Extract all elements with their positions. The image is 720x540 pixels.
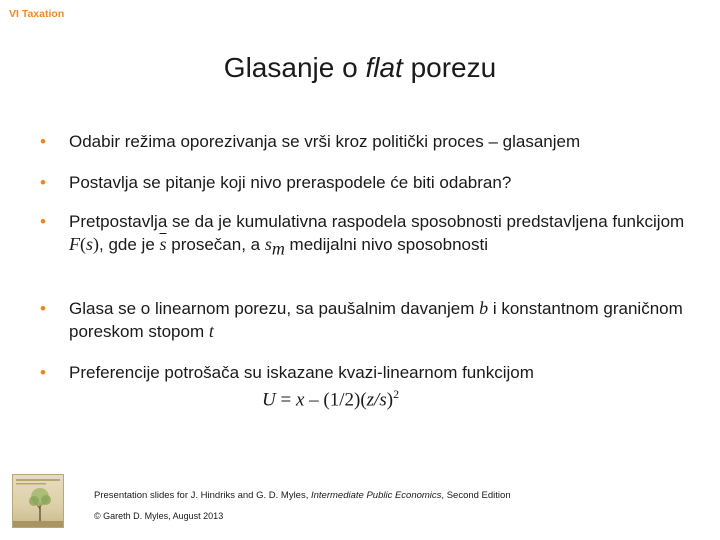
book-cover-icon [12,474,64,528]
footer-copyright: © Gareth D. Myles, August 2013 [94,511,224,521]
math-s-median: s [264,234,272,254]
slide-title [0,52,720,84]
formula-close: ) [386,389,394,411]
section-label: VI Taxation [9,8,65,20]
title-part1: Glasanje o [223,52,366,83]
bullet-text: i konstantnom graničnom poreskom stopom [69,299,683,341]
math-s: s [86,234,94,254]
footer-book-title: Intermediate Public Economics [311,490,442,501]
utility-formula [262,387,399,411]
bullet-marker: • [40,212,46,231]
bullet-text: Postavlja se pitanje koji nivo preraspodele će biti odabran? [69,173,512,192]
formula-half: – (1/2)( [304,389,367,411]
math-F: F [69,234,80,254]
bullet-text: Odabir režima oporezivanja se vrši kroz politički proces – glasanjem [69,132,581,151]
math-s-bar: $\overline{s}$ [159,234,167,254]
title-part2: porezu [402,52,497,83]
title-italic: flat [365,52,403,83]
math-paren-close: ) [93,234,100,254]
bullet-text: medijalni nivo sposobnosti [284,235,488,254]
bullet-item-3 [40,210,690,260]
formula-U: U [262,389,276,411]
bullet-marker: • [40,173,46,192]
footer-credit-post: , Second Edition [441,490,511,501]
math-s-median-sub: m [271,238,285,259]
bullet-item-2 [40,171,511,194]
formula-eq: = [275,389,296,411]
math-b: b [479,298,489,318]
bullet-item-5 [40,361,534,384]
bullet-item-4 [40,297,690,343]
bullet-text: Pretpostavlja se da je kumulativna raspodela sposobnosti predstavljena funkcijom [69,212,685,231]
bullet-item-1 [40,130,580,153]
bullet-text: , gde je [99,235,160,254]
bullet-marker: • [40,299,46,318]
formula-exp: 2 [393,387,400,401]
bullet-marker: • [40,363,46,382]
tree-illustration-icon [13,475,64,528]
bullet-marker: • [40,132,46,151]
footer-credit [94,490,511,501]
formula-zs: z/s [366,389,387,411]
formula-x: x [295,389,305,411]
math-t: t [208,321,214,341]
bullet-text: Glasa se o linearnom porezu, sa paušalnim davanjem [69,299,480,318]
bullet-text: prosečan, a [166,235,265,254]
math-paren-open: ( [80,234,86,254]
bullet-text: Preferencije potrošača su iskazane kvazi-linearnom funkcijom [69,363,534,382]
footer-credit-pre: Presentation slides for J. Hindriks and G. D. Myles, [94,490,311,501]
